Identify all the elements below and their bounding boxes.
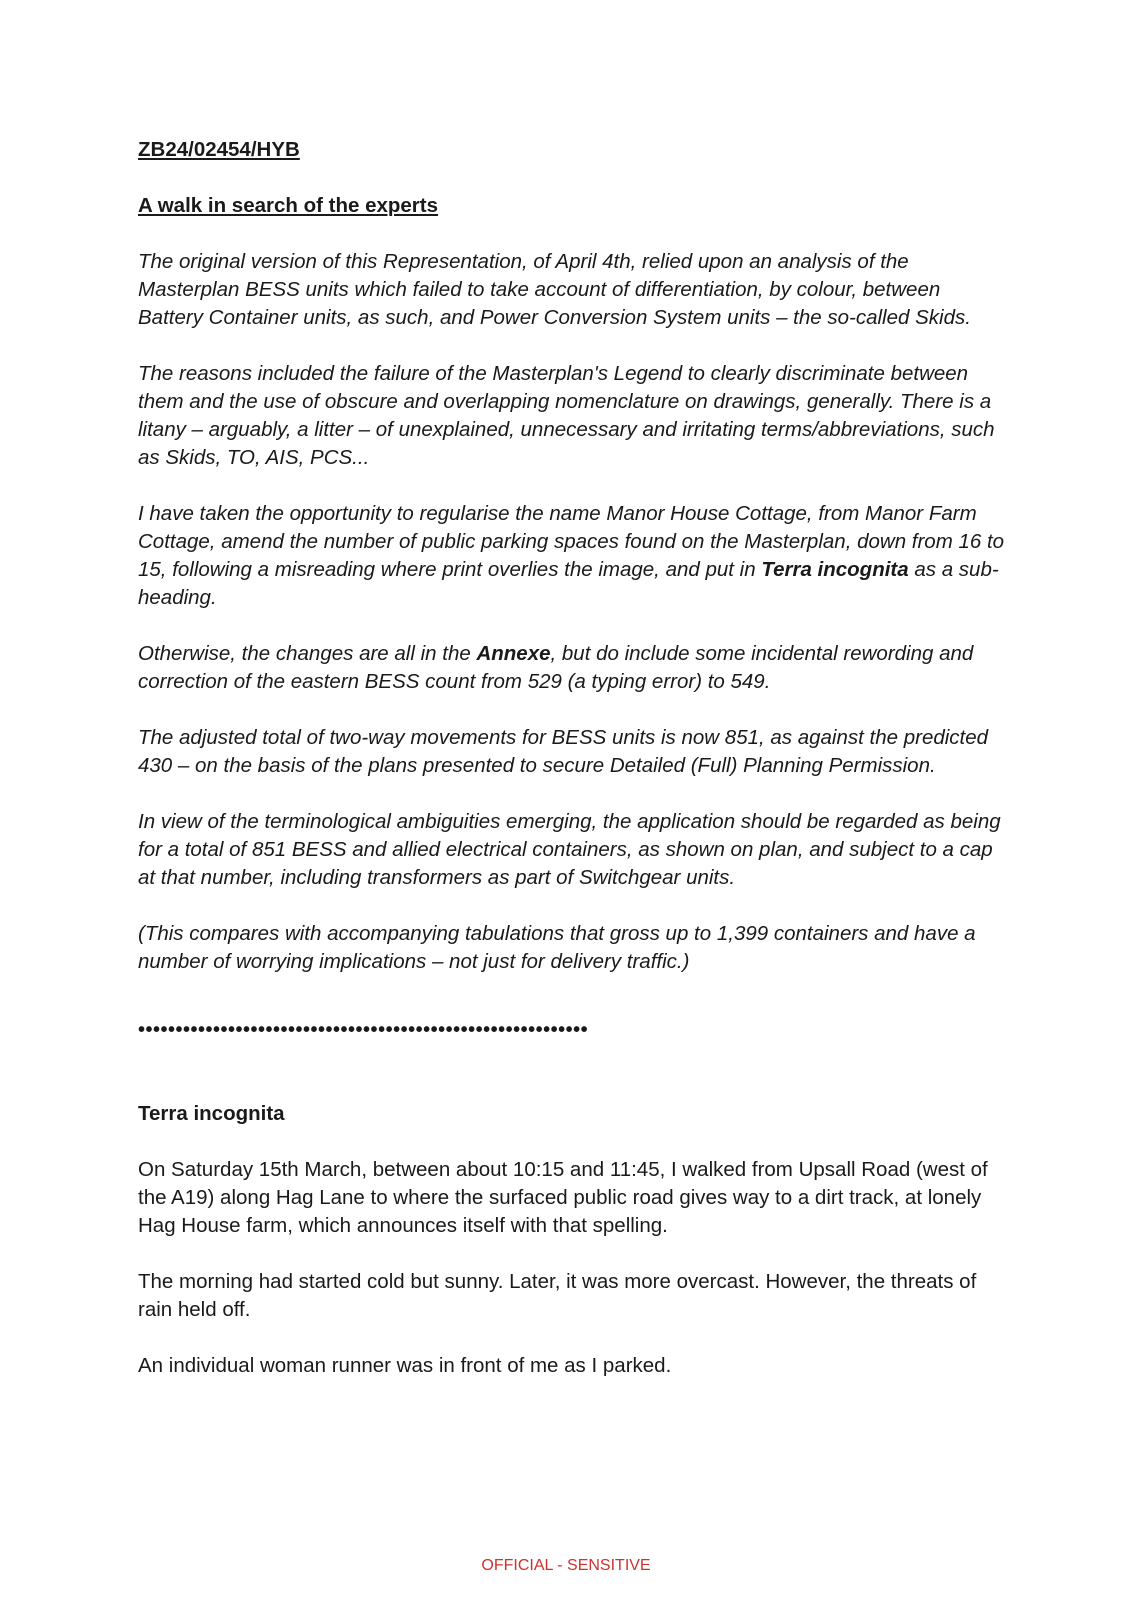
document-title: A walk in search of the experts <box>138 194 439 217</box>
section-subheading: Terra incognita <box>138 1102 285 1125</box>
body-paragraph-3: An individual woman runner was in front of me as I parked. <box>138 1354 672 1377</box>
emphasis-terra-incognita: Terra incognita <box>761 558 909 581</box>
intro-paragraph-7: (This compares with accompanying tabulations that gross up to 1,399 containers and have a number of worrying implications – not just for delivery traffic.) <box>138 922 976 973</box>
text-segment: Otherwise, the changes are all in the <box>138 642 477 665</box>
dot-separator: •••••••••••••••••••••••••••••••••••••••••••••••••••••••••••• <box>138 1019 589 1041</box>
text-segment: I have taken the opportunity to regularise the name Manor House Cottage, from Manor Farm Cottage, amend the number of public parking spaces found on the Masterplan, down from 16 to 15, following a misreading where print overlies the image, and put in <box>138 502 1005 581</box>
document-body <box>138 136 1008 1408</box>
classification-footer: OFFICIAL - SENSITIVE <box>481 1557 651 1574</box>
text-segment: , but do include some incidental rewording and correction of the eastern BESS count from 529 (a typing error) to 549. <box>138 642 974 693</box>
intro-paragraph-6: In view of the terminological ambiguities emerging, the application should be regarded as being for a total of 851 BESS and allied electrical containers, as shown on plan, and subject to a cap at that number, including transformers as part of Switchgear units. <box>138 810 1001 889</box>
intro-paragraph-2: The reasons included the failure of the Masterplan's Legend to clearly discriminate between them and the use of obscure and overlapping nomenclature on drawings, generally. There is a litany – arguably, a litter – of unexplained, unnecessary and irritating terms/abbreviations, such as Skids, TO, AIS, PCS... <box>138 362 995 469</box>
intro-paragraph-4 <box>138 640 1008 696</box>
reference-number: ZB24/02454/HYB <box>138 138 300 161</box>
emphasis-annexe: Annexe <box>476 642 551 665</box>
intro-paragraph-5: The adjusted total of two-way movements for BESS units is now 851, as against the predicted 430 – on the basis of the plans presented to secure Detailed (Full) Planning Permission. <box>138 726 989 777</box>
text-segment: as a sub-heading. <box>138 558 999 609</box>
intro-paragraph-1: The original version of this Representation, of April 4th, relied upon an analysis of the Masterplan BESS units which failed to take account of differentiation, by colour, between Battery Container units, as such, and Power Conversion System units – the so-called Skids. <box>138 250 971 329</box>
body-paragraph-1: On Saturday 15th March, between about 10:15 and 11:45, I walked from Upsall Road (west of the A19) along Hag Lane to where the surfaced public road gives way to a dirt track, at lonely Hag House farm, which announces itself with that spelling. <box>138 1158 988 1237</box>
intro-paragraph-3 <box>138 500 1008 612</box>
body-paragraph-2: The morning had started cold but sunny. Later, it was more overcast. However, the threats of rain held off. <box>138 1270 977 1321</box>
